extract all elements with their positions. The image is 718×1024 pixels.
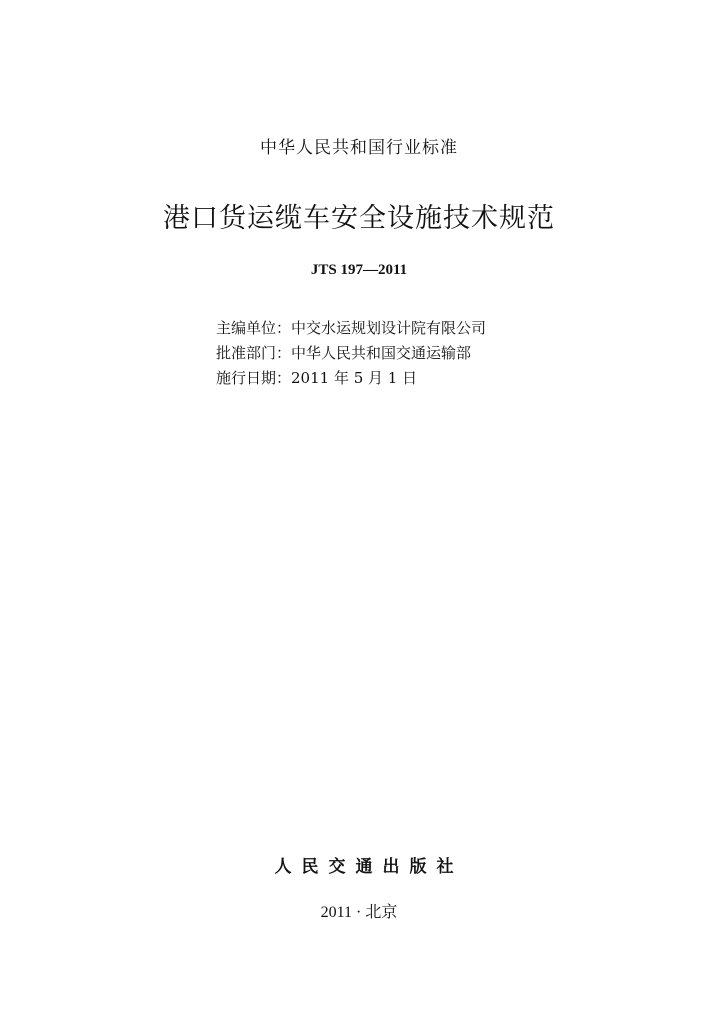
approval-department-row (216, 341, 486, 366)
publication-place-year: 2011 · 北京 (320, 904, 398, 921)
chief-editor-value: 中交水运规划设计院有限公司 (291, 319, 487, 337)
standard-category: 中华人民共和国行业标准 (260, 138, 458, 158)
effective-date-label: 施行日期： (216, 369, 292, 387)
publisher-name: 人民交通出版社 (274, 857, 464, 877)
effective-date-value: 2011 年 5 月 1 日 (291, 369, 418, 387)
document-title: 港口货运缆车安全设施技术规范 (163, 203, 555, 234)
chief-editor-label: 主编单位： (216, 319, 292, 337)
metadata-block (216, 316, 486, 391)
chief-editor-row (216, 316, 486, 341)
approval-department-value: 中华人民共和国交通运输部 (291, 344, 472, 362)
effective-date-row (216, 366, 486, 391)
standard-code: JTS 197—2011 (310, 262, 408, 278)
approval-department-label: 批准部门： (216, 344, 292, 362)
